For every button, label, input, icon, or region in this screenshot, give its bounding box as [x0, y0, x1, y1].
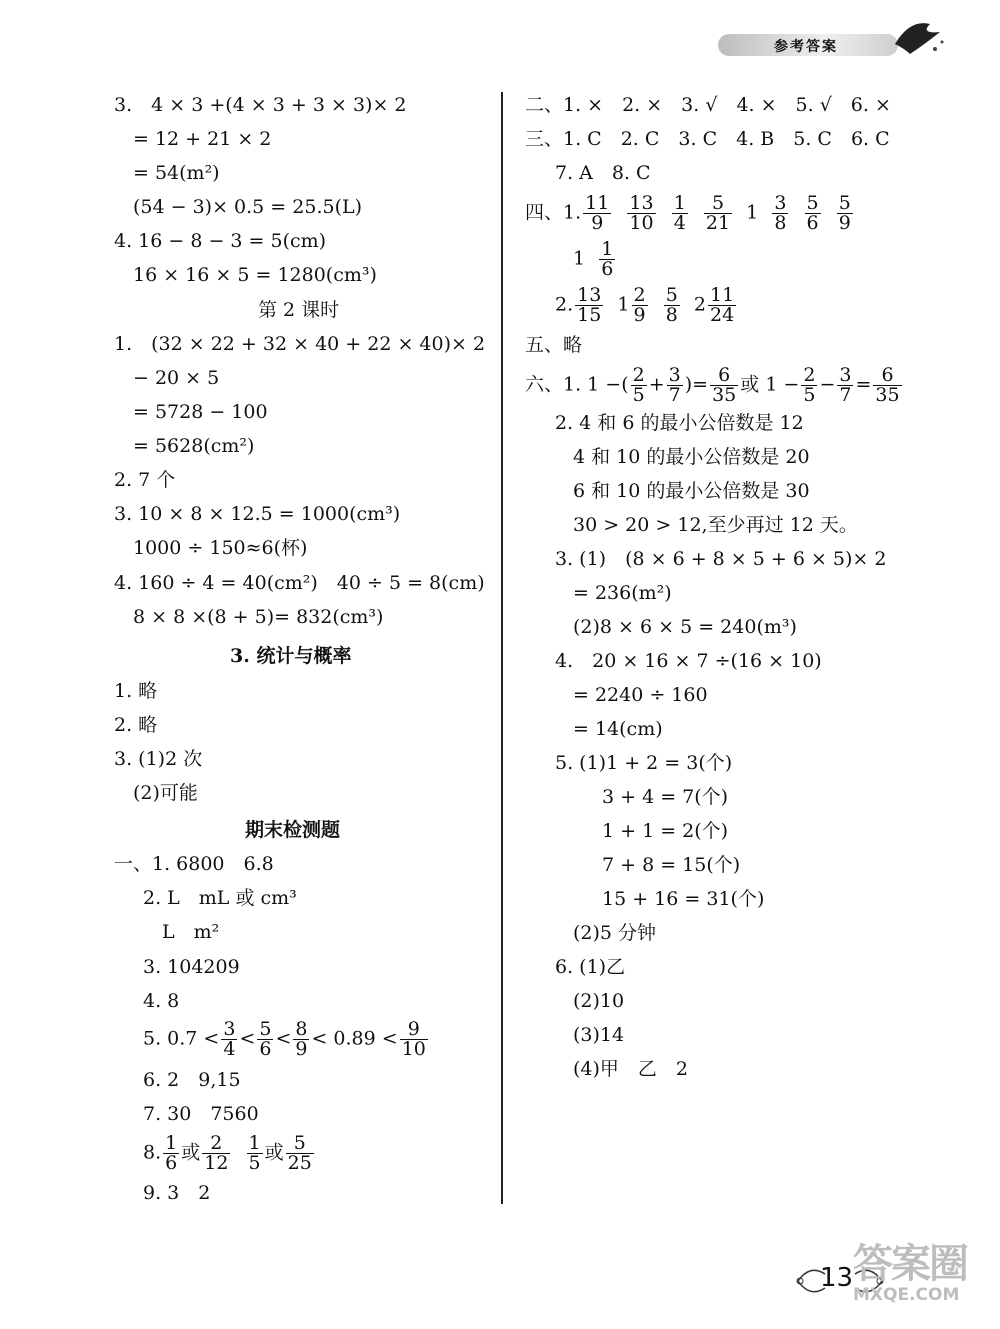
answer-line: 30 > 20 > 12,至少再过 12 天。	[573, 514, 858, 536]
answer-line: 第 2 课时	[258, 299, 340, 321]
answer-line: 一、1. 6800 6.8	[114, 853, 274, 875]
answer-line: 6. (1)乙	[555, 956, 626, 978]
fraction: $\frac{3}{8}$	[774, 192, 787, 234]
answer-line: 5. (1)1 + 2 = 3(个)	[555, 752, 733, 774]
answer-line: (2)8 × 6 × 5 = 240(m³)	[573, 616, 797, 638]
answer-line-4-1b	[573, 240, 617, 279]
answer-line: 1 + 1 = 2(个)	[602, 820, 729, 842]
answer-text: 或	[181, 1141, 201, 1164]
answer-line: 7 + 8 = 15(个)	[602, 854, 741, 876]
answer-line: (4)甲 乙 2	[573, 1058, 689, 1080]
answer-text: 1	[746, 201, 759, 224]
answer-line: 15 + 16 = 31(个)	[602, 888, 765, 910]
answer-line-6-1-fractions	[525, 366, 904, 405]
answer-line: 4. 16 − 8 − 3 = 5(cm)	[114, 230, 327, 252]
answer-line: 4. 160 ÷ 4 = 40(cm²) 40 ÷ 5 = 8(cm)	[114, 572, 485, 594]
answer-line: (3)14	[573, 1024, 625, 1046]
answer-text: )=	[684, 373, 709, 396]
answer-text: 1	[573, 247, 586, 270]
fraction: $\frac{3}{7}$	[668, 364, 681, 406]
column-divider	[501, 92, 503, 1204]
answer-line: 3 + 4 = 7(个)	[602, 786, 729, 808]
fraction: $\frac{9}{10}$	[401, 1018, 426, 1060]
fraction: $\frac{5}{6}$	[259, 1018, 272, 1060]
answer-line: 3. 10 × 8 × 12.5 = 1000(cm³)	[114, 503, 401, 525]
answer-line: (54 − 3)× 0.5 = 25.5(L)	[133, 196, 363, 218]
answer-line: 3. 104209	[143, 956, 240, 978]
fraction: $\frac{1}{6}$	[601, 238, 614, 280]
fraction: $\frac{3}{4}$	[223, 1018, 236, 1060]
fraction: $\frac{8}{9}$	[295, 1018, 308, 1060]
answer-line: = 12 + 21 × 2	[133, 128, 272, 150]
answer-text: 8.	[143, 1141, 162, 1164]
fraction: $\frac{6}{35}$	[712, 364, 737, 406]
answer-line: 3. (1)2 次	[114, 748, 203, 770]
answer-line: 4. 20 × 16 × 7 ÷(16 × 10)	[555, 650, 822, 672]
answer-line: 2. 7 个	[114, 469, 176, 491]
fraction: $\frac{13}{10}$	[629, 192, 654, 234]
answer-line: = 5628(cm²)	[133, 435, 255, 457]
answer-line-5-fractions: 5. 0.7 < $\frac{3}{4}$ < $\frac{5}{6}$ < $\frac{8}{9}$ < 0.89 < $\frac{9}{10}$	[143, 1018, 426, 1060]
fraction: $\frac{2}{5}$	[632, 364, 645, 406]
answer-line: 8 × 8 ×(8 + 5)= 832(cm³)	[133, 606, 384, 628]
answer-line: (2)可能	[133, 782, 198, 804]
fraction: $\frac{1}{5}$	[248, 1132, 261, 1174]
answer-text: 四、1.	[525, 201, 582, 224]
watermark-url: MXQE.COM	[853, 1285, 960, 1305]
fraction: $\frac{5}{21}$	[705, 192, 731, 234]
answer-line: 4. 8	[143, 990, 180, 1012]
answer-text: =	[855, 373, 872, 396]
answer-line: 二、1. × 2. × 3. √ 4. × 5. √ 6. ×	[525, 94, 891, 116]
fraction: $\frac{1}{4}$	[673, 192, 686, 234]
answer-line: 7. 30 7560	[143, 1103, 259, 1125]
answer-text: 或 1 −	[740, 373, 800, 396]
fraction: $\frac{2}{5}$	[803, 364, 816, 406]
answer-line: 1. 略	[114, 680, 158, 702]
answer-line: 4 和 10 的最小公倍数是 20	[573, 446, 810, 468]
answer-line: 3. (1) (8 × 6 + 8 × 5 + 6 × 5)× 2	[555, 548, 887, 570]
fraction: $\frac{5}{6}$	[806, 192, 819, 234]
answer-line-8-fractions	[143, 1134, 316, 1173]
watermark-logo-text: 答案圈	[853, 1241, 967, 1287]
answer-line: 7. A 8. C	[555, 162, 651, 184]
answer-text: 2	[693, 293, 706, 316]
answer-line: = 14(cm)	[573, 718, 663, 740]
answer-line: 五、略	[525, 334, 583, 356]
section-heading: 期末检测题	[245, 819, 341, 841]
answer-line: 6. 2 9,15	[143, 1069, 241, 1091]
answer-line: 16 × 16 × 5 = 1280(cm³)	[133, 264, 377, 286]
fraction: $\frac{13}{15}$	[577, 284, 602, 326]
answer-line: = 5728 − 100	[133, 401, 268, 423]
fraction: $\frac{11}{9}$	[585, 192, 610, 234]
fraction: $\frac{3}{7}$	[839, 364, 852, 406]
answer-text: 或	[264, 1141, 284, 1164]
answer-line: = 2240 ÷ 160	[573, 684, 708, 706]
answer-line: 2. L mL 或 cm³	[143, 887, 297, 909]
answer-line: 2. 4 和 6 的最小公倍数是 12	[555, 412, 804, 434]
answer-line: = 236(m²)	[573, 582, 672, 604]
section-header	[718, 30, 908, 60]
ink-brush-decoration	[890, 14, 950, 74]
answer-text: −	[819, 373, 836, 396]
answer-text: 六、1. 1 −(	[525, 373, 629, 396]
answer-text: 5. 0.7 <	[143, 1027, 220, 1050]
fraction: $\frac{2}{9}$	[633, 284, 646, 326]
answer-line-4-1-fractions	[525, 194, 855, 233]
answer-line: 3. 4 × 3 +(4 × 3 + 3 × 3)× 2	[114, 94, 407, 116]
fraction: $\frac{11}{24}$	[709, 284, 735, 326]
answer-line: L m²	[162, 921, 220, 943]
fraction: $\frac{5}{9}$	[838, 192, 851, 234]
answer-line: 9. 3 2	[143, 1182, 211, 1204]
answer-line: = 54(m²)	[133, 162, 220, 184]
watermark	[853, 1232, 967, 1305]
answer-line: 三、1. C 2. C 3. C 4. B 5. C 6. C	[525, 128, 890, 150]
answer-line: (2)10	[573, 990, 625, 1012]
answer-text: +	[648, 373, 665, 396]
fraction: $\frac{1}{6}$	[165, 1132, 178, 1174]
fraction: $\frac{6}{35}$	[875, 364, 900, 406]
page-number: 13	[820, 1263, 854, 1293]
header-label: 参考答案	[774, 39, 838, 55]
answer-text: 1	[617, 293, 630, 316]
fraction: $\frac{5}{25}$	[287, 1132, 312, 1174]
answer-line: 1. (32 × 22 + 32 × 40 + 22 × 40)× 2	[114, 333, 486, 355]
fraction: $\frac{5}{8}$	[665, 284, 678, 326]
answer-text: 2.	[555, 293, 574, 316]
answer-line: 6 和 10 的最小公倍数是 30	[573, 480, 810, 502]
answer-line: 1000 ÷ 150≈6(杯)	[133, 537, 308, 559]
answer-line: 2. 略	[114, 714, 158, 736]
answer-line-4-2-fractions	[555, 286, 738, 325]
fraction: $\frac{2}{12}$	[204, 1132, 229, 1174]
answer-text: < 0.89 <	[311, 1027, 398, 1050]
section-heading: 3. 统计与概率	[230, 645, 352, 667]
answer-line: − 20 × 5	[133, 367, 220, 389]
answer-line: (2)5 分钟	[573, 922, 657, 944]
